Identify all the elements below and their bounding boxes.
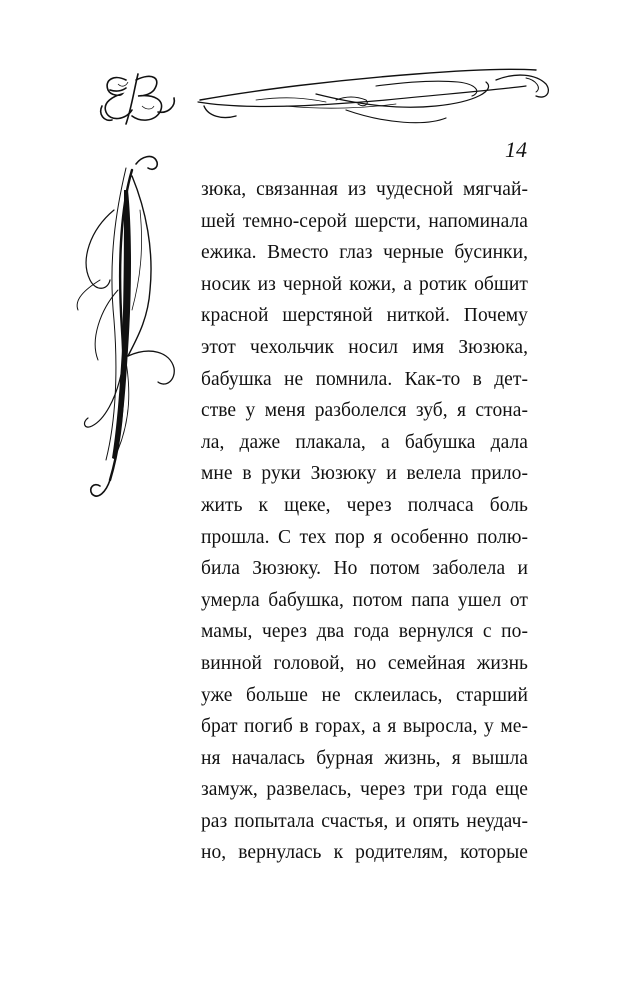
body-line: красной шерстяной ниткой. Почему [201,305,528,327]
body-line: стве у меня разболелся зуб, я стона- [201,400,528,422]
body-line: умерла бабушка, потом папа ушел от [201,589,528,611]
body-line: прошла. С тех пор я особенно полю- [201,526,528,548]
body-line: замуж, развелась, через три года еще [201,779,528,801]
monogram-ornament [96,66,186,130]
body-line: ла, даже плакала, а бабушка дала [201,431,528,453]
body-line: зюка, связанная из чудесной мягчай- [201,179,528,200]
decorative-initial-ornament [70,150,190,510]
body-line: но, вернулась к родителям, которые [201,842,528,864]
body-line: этот чехольчик носил имя Зюзюка, [201,336,528,358]
body-line: уже больше не склеилась, старший [201,684,528,706]
body-line: раз попытала счастья, и опять неудач- [201,810,528,832]
body-line: носик из черной кожи, а ротик обшит [201,273,528,295]
body-text [201,174,528,869]
body-line: ежика. Вместо глаз черные бусинки, [201,242,528,264]
body-line: мамы, через два года вернулся с по- [201,621,528,643]
page-number: 14 [505,137,527,162]
body-line: винной головой, но семейная жизнь [201,652,528,674]
body-line: мне в руки Зюзюку и велела прило- [201,463,528,485]
header-flourish [196,60,556,135]
body-line: бабушка не помнила. Как-то в дет- [201,368,528,390]
body-line: била Зюзюку. Но потом заболела и [201,558,528,580]
body-line: жить к щеке, через полчаса боль [201,494,528,516]
body-line: шей темно-серой шерсти, напоминала [201,210,528,232]
body-line: ня началась бурная жизнь, я вышла [201,747,528,769]
body-line: брат погиб в горах, а я выросла, у ме- [201,716,528,738]
